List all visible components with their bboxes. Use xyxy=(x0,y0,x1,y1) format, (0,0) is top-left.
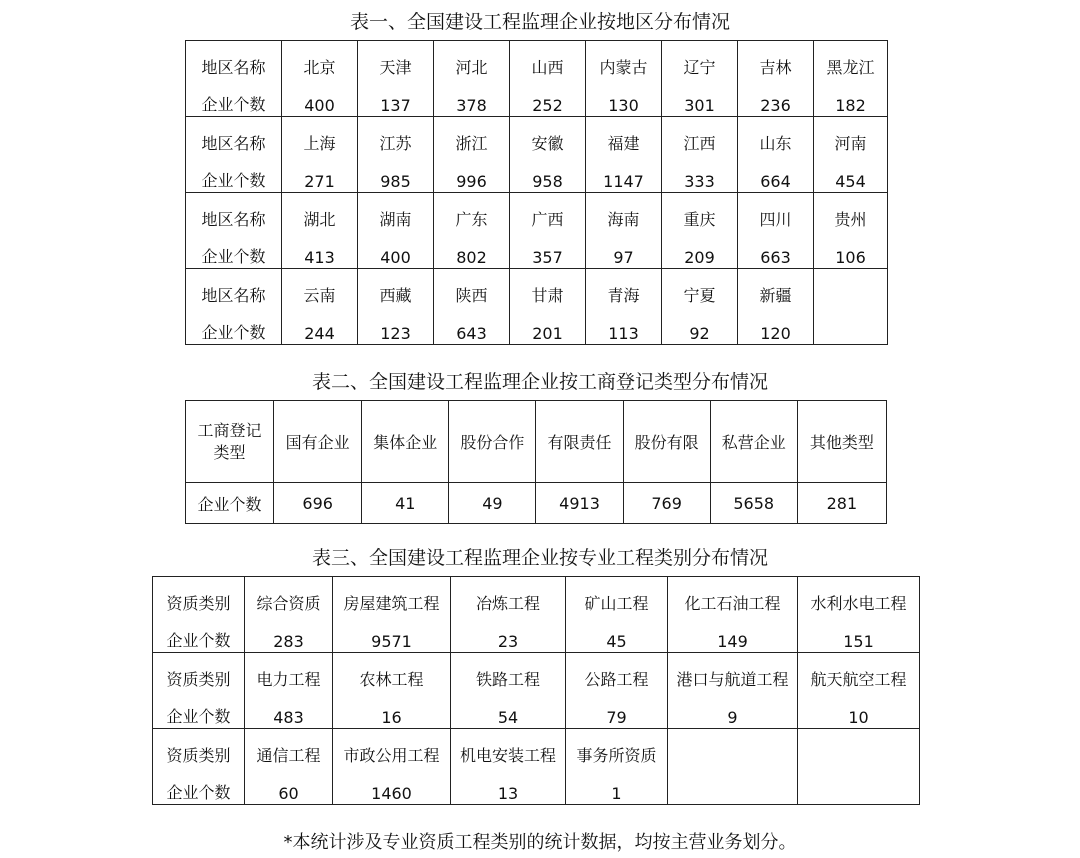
category-cell: 辽宁 xyxy=(662,41,738,79)
count-cell: 985 xyxy=(358,155,434,193)
count-label: 企业个数 xyxy=(186,483,274,524)
category-cell: 河南 xyxy=(814,117,888,155)
category-cell: 浙江 xyxy=(434,117,510,155)
count-cell: 663 xyxy=(738,231,814,269)
count-cell: 252 xyxy=(510,79,586,117)
count-cell: 1460 xyxy=(333,767,451,805)
count-cell: 643 xyxy=(434,307,510,345)
count-cell: 301 xyxy=(662,79,738,117)
count-cell: 244 xyxy=(282,307,358,345)
count-cell: 333 xyxy=(662,155,738,193)
count-cell: 400 xyxy=(282,79,358,117)
category-cell: 陕西 xyxy=(434,269,510,307)
count-cell: 4913 xyxy=(536,483,623,524)
count-cell: 13 xyxy=(451,767,566,805)
category-cell xyxy=(668,729,798,767)
count-cell: 49 xyxy=(449,483,536,524)
count-cell: 696 xyxy=(274,483,362,524)
category-cell: 冶炼工程 xyxy=(451,577,566,615)
table-row xyxy=(153,653,920,691)
category-cell: 贵州 xyxy=(814,193,888,231)
category-cell: 海南 xyxy=(586,193,662,231)
category-cell: 江苏 xyxy=(358,117,434,155)
category-cell: 广西 xyxy=(510,193,586,231)
category-cell xyxy=(814,269,888,307)
category-label: 地区名称 xyxy=(186,193,282,231)
count-cell: 357 xyxy=(510,231,586,269)
count-cell xyxy=(668,767,798,805)
count-cell: 137 xyxy=(358,79,434,117)
category-cell: 农林工程 xyxy=(333,653,451,691)
category-cell: 黑龙江 xyxy=(814,41,888,79)
category-cell: 矿山工程 xyxy=(566,577,668,615)
count-cell: 182 xyxy=(814,79,888,117)
category-cell: 山西 xyxy=(510,41,586,79)
count-cell: 54 xyxy=(451,691,566,729)
table3-title: 表三、全国建设工程监理企业按专业工程类别分布情况 xyxy=(311,547,768,569)
count-label: 企业个数 xyxy=(186,155,282,193)
category-cell: 云南 xyxy=(282,269,358,307)
category-cell: 公路工程 xyxy=(566,653,668,691)
table-row xyxy=(153,729,920,767)
count-cell: 9571 xyxy=(333,615,451,653)
registration-type-label: 工商登记类型 xyxy=(186,401,274,483)
count-cell: 1 xyxy=(566,767,668,805)
category-cell: 事务所资质 xyxy=(566,729,668,767)
category-label: 地区名称 xyxy=(186,117,282,155)
category-cell: 市政公用工程 xyxy=(333,729,451,767)
category-cell: 安徽 xyxy=(510,117,586,155)
category-label: 地区名称 xyxy=(186,41,282,79)
count-cell: 92 xyxy=(662,307,738,345)
category-cell: 内蒙古 xyxy=(586,41,662,79)
table-row xyxy=(153,615,920,653)
type-cell: 其他类型 xyxy=(797,401,886,483)
type-cell: 股份有限 xyxy=(623,401,710,483)
count-cell: 79 xyxy=(566,691,668,729)
footnote: *本统计涉及专业资质工程类别的统计数据，均按主营业务划分。 xyxy=(283,832,797,853)
category-cell: 北京 xyxy=(282,41,358,79)
category-cell: 四川 xyxy=(738,193,814,231)
count-cell: 151 xyxy=(798,615,920,653)
count-cell: 802 xyxy=(434,231,510,269)
table-row xyxy=(153,577,920,615)
category-cell: 湖南 xyxy=(358,193,434,231)
category-cell: 山东 xyxy=(738,117,814,155)
count-label: 企业个数 xyxy=(186,79,282,117)
count-cell: 97 xyxy=(586,231,662,269)
category-cell xyxy=(798,729,920,767)
category-cell: 通信工程 xyxy=(245,729,333,767)
table-row xyxy=(186,401,887,483)
count-cell: 23 xyxy=(451,615,566,653)
count-cell: 149 xyxy=(668,615,798,653)
table-row xyxy=(186,79,888,117)
count-label: 企业个数 xyxy=(186,307,282,345)
count-cell: 664 xyxy=(738,155,814,193)
count-cell: 483 xyxy=(245,691,333,729)
category-cell: 重庆 xyxy=(662,193,738,231)
count-cell: 236 xyxy=(738,79,814,117)
count-cell: 106 xyxy=(814,231,888,269)
category-cell: 青海 xyxy=(586,269,662,307)
type-cell: 集体企业 xyxy=(362,401,449,483)
table-row xyxy=(186,307,888,345)
type-cell: 有限责任 xyxy=(536,401,623,483)
count-cell: 209 xyxy=(662,231,738,269)
category-cell: 航天航空工程 xyxy=(798,653,920,691)
category-label: 地区名称 xyxy=(186,269,282,307)
category-cell: 电力工程 xyxy=(245,653,333,691)
count-cell: 16 xyxy=(333,691,451,729)
category-cell: 甘肃 xyxy=(510,269,586,307)
category-cell: 广东 xyxy=(434,193,510,231)
count-cell: 1147 xyxy=(586,155,662,193)
category-cell: 江西 xyxy=(662,117,738,155)
category-cell: 天津 xyxy=(358,41,434,79)
count-cell: 769 xyxy=(623,483,710,524)
category-cell: 宁夏 xyxy=(662,269,738,307)
table-row xyxy=(186,193,888,231)
category-cell: 化工石油工程 xyxy=(668,577,798,615)
count-cell: 378 xyxy=(434,79,510,117)
count-cell: 281 xyxy=(797,483,886,524)
count-cell: 454 xyxy=(814,155,888,193)
category-cell: 河北 xyxy=(434,41,510,79)
count-cell: 201 xyxy=(510,307,586,345)
category-cell: 新疆 xyxy=(738,269,814,307)
type-cell: 私营企业 xyxy=(710,401,797,483)
type-cell: 国有企业 xyxy=(274,401,362,483)
count-cell: 45 xyxy=(566,615,668,653)
count-label: 企业个数 xyxy=(153,767,245,805)
table-row xyxy=(153,767,920,805)
registration-type-table xyxy=(185,400,887,524)
category-cell: 机电安装工程 xyxy=(451,729,566,767)
category-cell: 港口与航道工程 xyxy=(668,653,798,691)
count-label: 企业个数 xyxy=(153,615,245,653)
region-distribution-table xyxy=(185,40,888,345)
category-cell: 综合资质 xyxy=(245,577,333,615)
table1-title: 表一、全国建设工程监理企业按地区分布情况 xyxy=(349,11,730,33)
count-cell: 130 xyxy=(586,79,662,117)
count-cell: 958 xyxy=(510,155,586,193)
count-cell xyxy=(798,767,920,805)
count-cell: 113 xyxy=(586,307,662,345)
table-row xyxy=(186,155,888,193)
count-cell: 283 xyxy=(245,615,333,653)
category-label: 资质类别 xyxy=(153,653,245,691)
category-cell: 水利水电工程 xyxy=(798,577,920,615)
count-label: 企业个数 xyxy=(153,691,245,729)
count-cell: 413 xyxy=(282,231,358,269)
count-cell: 9 xyxy=(668,691,798,729)
count-cell: 10 xyxy=(798,691,920,729)
table-row xyxy=(186,117,888,155)
count-label: 企业个数 xyxy=(186,231,282,269)
table2-title: 表二、全国建设工程监理企业按工商登记类型分布情况 xyxy=(311,371,768,393)
count-cell: 996 xyxy=(434,155,510,193)
category-cell: 福建 xyxy=(586,117,662,155)
category-cell: 房屋建筑工程 xyxy=(333,577,451,615)
count-cell: 60 xyxy=(245,767,333,805)
table-row xyxy=(186,231,888,269)
type-cell: 股份合作 xyxy=(449,401,536,483)
table-row xyxy=(186,41,888,79)
table-row xyxy=(186,269,888,307)
category-cell: 湖北 xyxy=(282,193,358,231)
table-row xyxy=(186,483,887,524)
count-cell xyxy=(814,307,888,345)
specialty-category-table xyxy=(152,576,920,805)
count-cell: 120 xyxy=(738,307,814,345)
category-cell: 上海 xyxy=(282,117,358,155)
count-cell: 271 xyxy=(282,155,358,193)
count-cell: 123 xyxy=(358,307,434,345)
count-cell: 41 xyxy=(362,483,449,524)
category-label: 资质类别 xyxy=(153,577,245,615)
category-cell: 西藏 xyxy=(358,269,434,307)
category-cell: 铁路工程 xyxy=(451,653,566,691)
category-label: 资质类别 xyxy=(153,729,245,767)
count-cell: 400 xyxy=(358,231,434,269)
count-cell: 5658 xyxy=(710,483,797,524)
table-row xyxy=(153,691,920,729)
category-cell: 吉林 xyxy=(738,41,814,79)
